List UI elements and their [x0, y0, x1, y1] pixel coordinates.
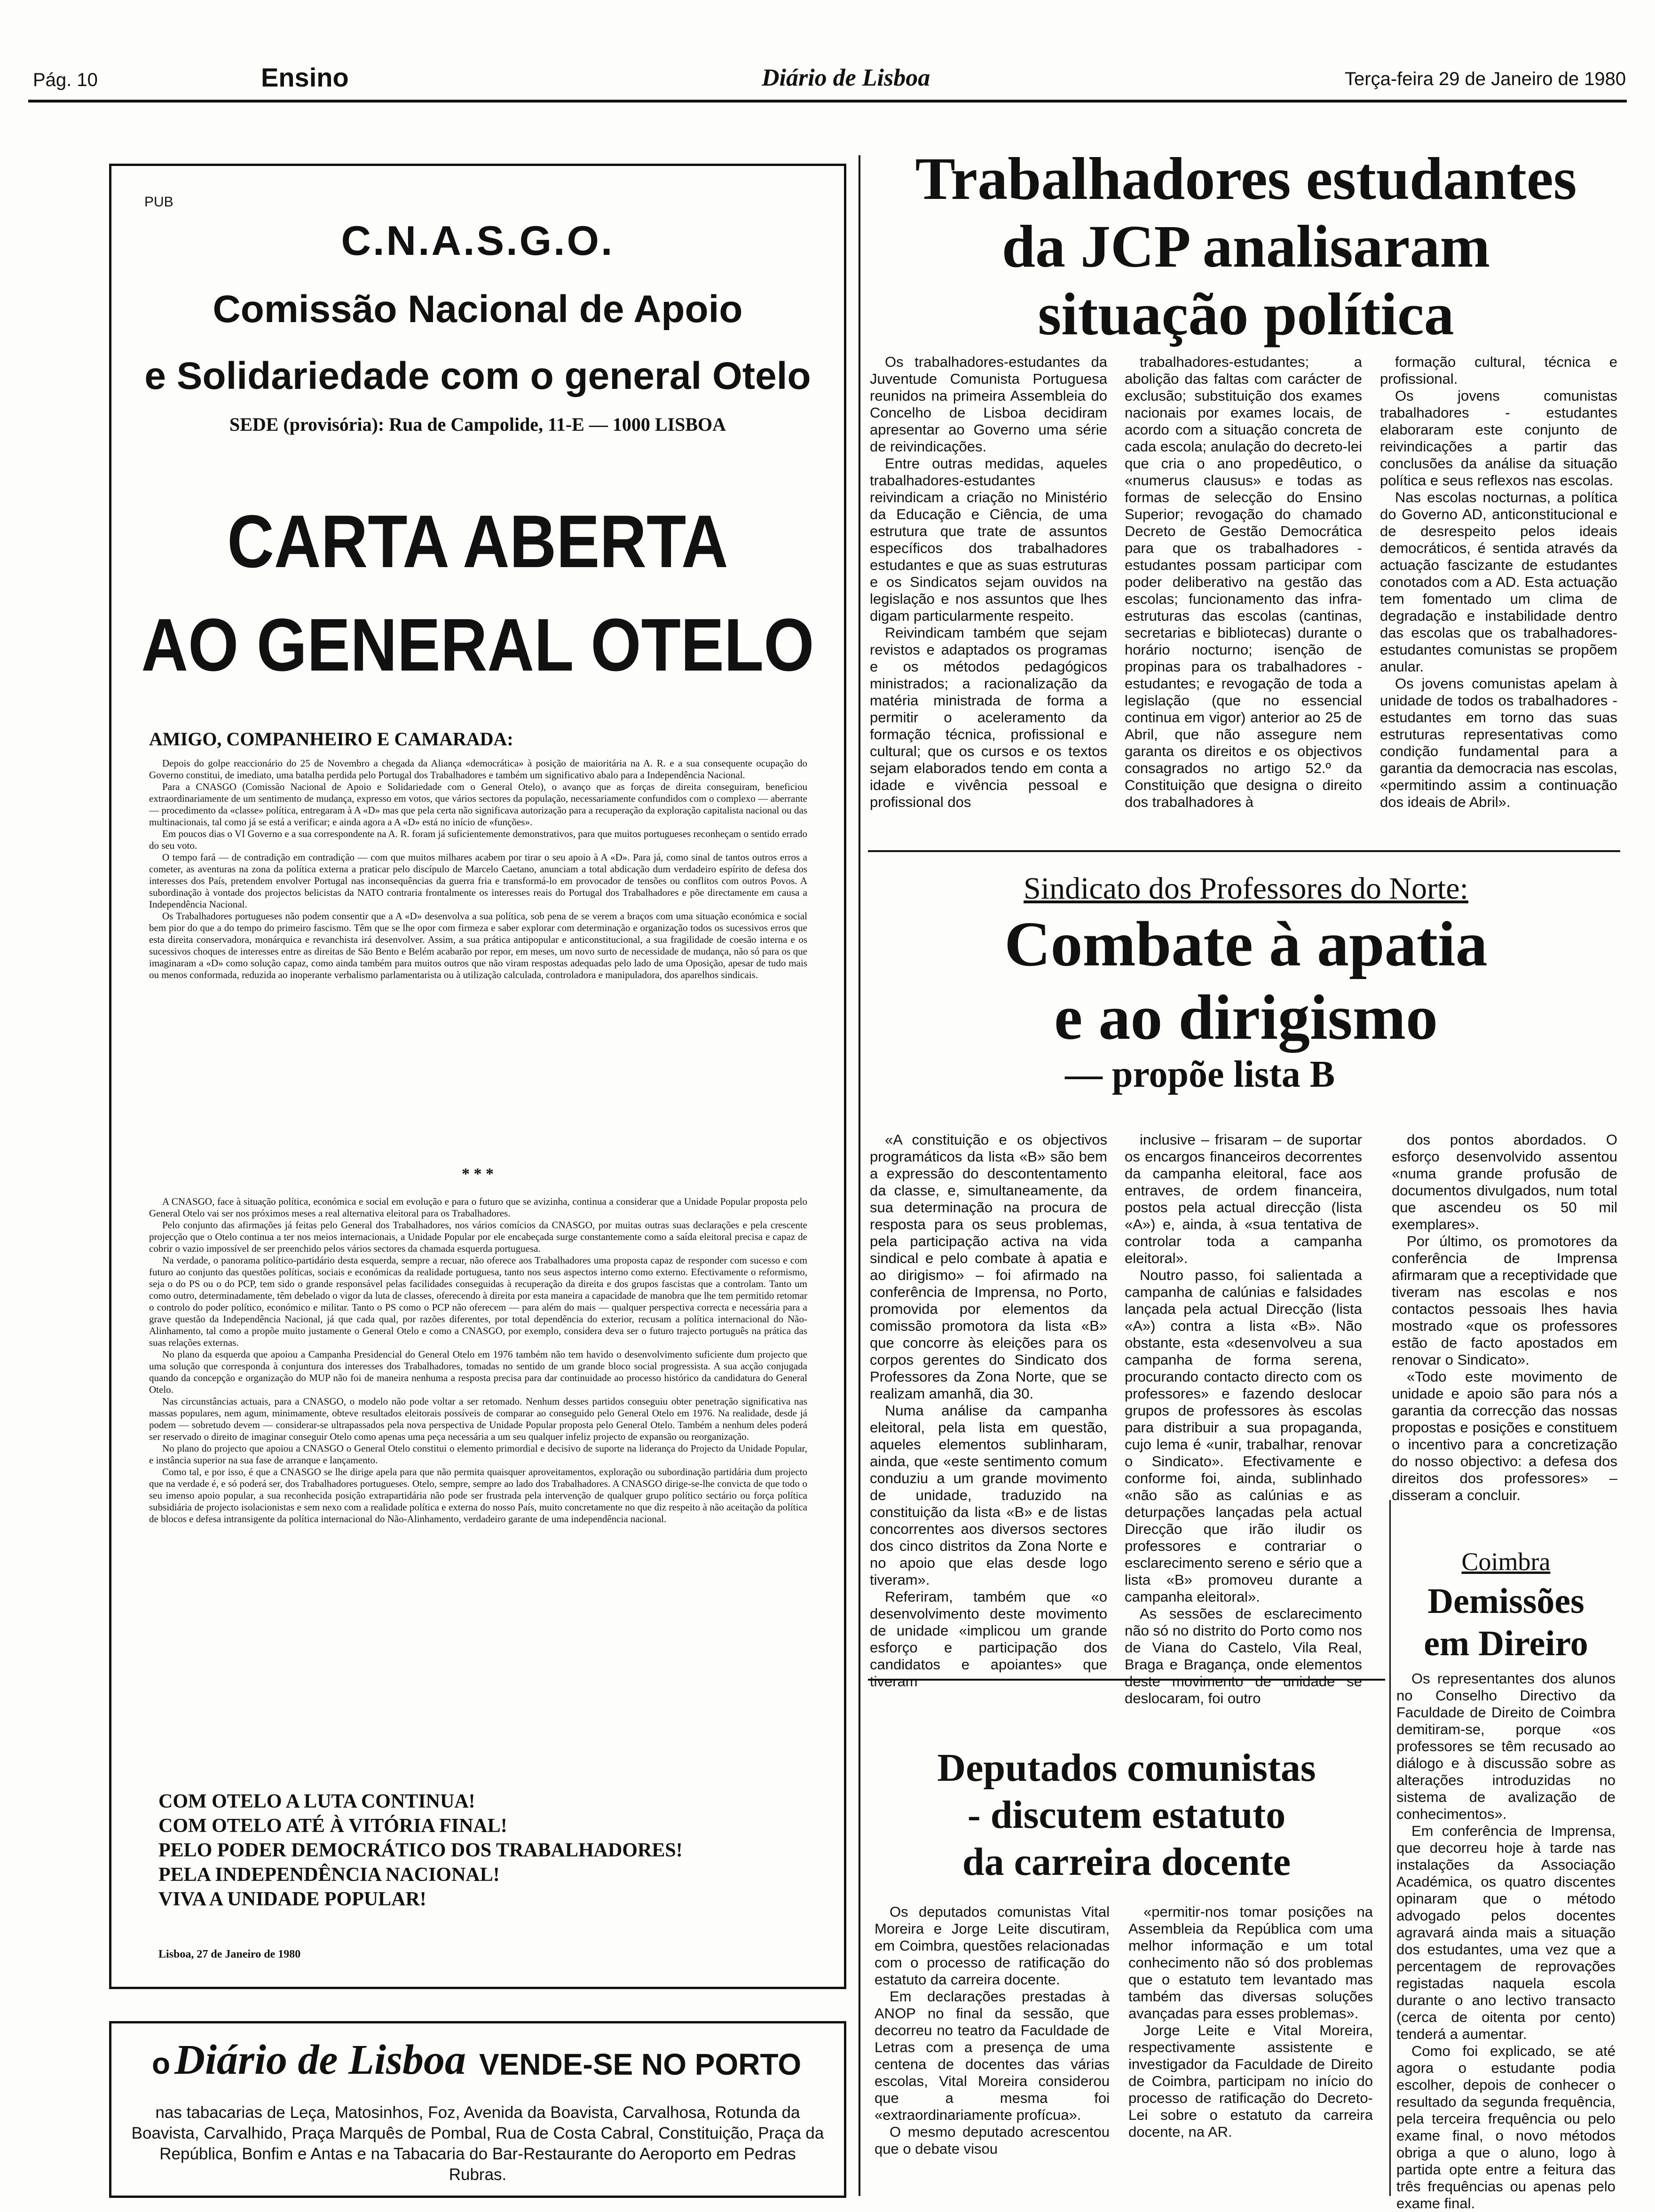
ad-paragraph: Como tal, e por isso, é que a CNASGO se lhe dirige apela para que não permita quaisquer aproveitamentos, exploração ou subordinação partidária dum projecto que na verdade é, e só poderá ser, dos Trabalhadores portugueses. Otelo, sempre, sempre ao lado dos Trabalhadores. A CNASGO dirige-se-lhe convicta de que todo o seu imenso apoio popular, a sua reconhecida posição extrapartidária não pode ser frustrada pela intervenção de qualquer grupo político sectário ou força política subsidiária de projecto isolacionistas e sem nexo com a realidade política e externa do nosso País, muito concretamente no que diz respeito à não aceitação da política de blocos e defesa intransigente da política internacional do Não-Alinhamento, verdadeiro garante de uma independência nacional. [149, 1466, 807, 1525]
ad-body-part2 [149, 1196, 807, 1525]
article-paragraph: «Todo este movimento de unidade e apoio são para nós a garantia da correcção das nossas propostas e posições e constituem o incentivo para a concretização do nosso objectivo: a defesa dos direitos dos professores» – disseram a concluir. [1392, 1368, 1617, 1503]
article-paragraph: Entre outras medidas, aqueles trabalhadores-estudantes reivindicam a criação no Ministério da Educação e Ciência, de uma estrutura que trate de assuntos específicos dos trabalhadores estudantes e que as suas estruturas e os Sindicatos sejam ouvidos na legislação e nos assuntos que lhes digam particularmente respeito. [870, 455, 1107, 624]
article1-column-3 [1380, 354, 1617, 811]
ad-title-line2: AO GENERAL OTELO [141, 603, 814, 687]
headline-line: Trabalhadores estudantes [915, 145, 1577, 212]
pub-label: PUB [144, 194, 173, 210]
ad-paragraph: Os Trabalhadores portugueses não podem consentir que a A «D» desenvolva a sua política, sob pena de se verem a braços com uma situação económica e social bem pior do que a do tempo do primeiro fascismo. Têm que se lhe opor com firmeza e saber explorar com determinação e organização todos os sucessivos erros que esta direita conservadora, monárquica e revanchista irá desenvolver. Assim, a sua prática antipopular e anticonstitucional, a sua fragilidade de coesão interna e os sucessivos choques de interesses entre as direitas de São Bento e Belém acabarão por repor, em meses, um novo surto de necessidade de mudança, não só para os que imaginaram a «D» como solução capaz, como ainda também para muitos outros que não viram respostas adequadas pelo lado de uma Oposição, apesar de tudo mais ou menos conformada, reduzida ao inoperante verbalismo parlamentarista ou à utilização calculada, controladora e manipuladora, dos aparelhos sindicais. [149, 910, 807, 980]
article-paragraph: «permitir-nos tomar posições na Assembleia da República com uma melhor informação e um total conhecimento não só dos problemas que o estatuto tem levantado mas também das diversas soluções avançadas para esses problemas». [1128, 1904, 1373, 2022]
article-paragraph: Os jovens comunistas trabalhadores - estudantes elaboraram este conjunto de reivindicações a partir das conclusões da análise da situação política e seus reflexos nas escolas. [1380, 387, 1617, 489]
footer-ad-text: nas tabacarias de Leça, Matosinhos, Foz, Avenida da Boavista, Carvalhosa, Rotunda da Boavista, Carvalhido, Praça Marquês de Pombal, Rua de Costa Cabral, Constituição, Praça da República, Bonfim e Antas e na Tabacaria do Bar-Restaurante do Aeroporto em Pedras Rubras. [131, 2103, 824, 2184]
ad-name-line1: Comissão Nacional de Apoio [213, 288, 743, 331]
headline-line: da carreira docente [962, 1840, 1291, 1884]
ad-paragraph: Depois do golpe reaccionário do 25 de Novembro a chegada da Aliança «democrática» à posição de maioritária na A. R. e a sua consequente ocupação do Governo constitui, de imediato, uma batalha perdida pelo Portugal dos Trabalhadores e também um significativo abalo para a Independência Nacional. [149, 758, 807, 781]
headline-line: situação política [1038, 281, 1454, 348]
footer-ad-headline: VENDE-SE NO PORTO [479, 2047, 802, 2081]
page-number: Pág. 10 [33, 70, 98, 90]
article-paragraph: O mesmo deputado acrescentou que o debate visou [875, 2124, 1110, 2157]
article-paragraph: Referiram, também que «o desenvolvimento deste movimento de unidade «implicou um grande esforço e participação dos candidatos e apoiantes» que tiveram [870, 1588, 1107, 1690]
article2-column-2 [1125, 1131, 1362, 1707]
article1-column-1 [870, 354, 1107, 811]
ad-org: C.N.A.S.G.O. [341, 217, 615, 264]
article2-subtitle: — propõe lista B [1065, 1054, 1335, 1095]
ad-paragraph: Para a CNASGO (Comissão Nacional de Apoio e Solidariedade com o General Otelo), o avanço que as forças de direita conseguiram, beneficiou extraordinariamente de um sentimento de mudança, expresso em votos, que vários sectores da população, necessariamente confundidos com o complexo — aberrante — procedimento da «classe» política, entregaram à A «D» mas que pela certa não significava autorização para a recuperação da exploração capitalista nacional ou das multinacionais, tal como já se está a verificar; e ainda agora a A «D» está no início de «funções». [149, 781, 807, 828]
article-paragraph: Noutro passo, foi salientada a campanha de calúnias e falsidades lançada pela actual Direcção (lista «A») contra a lista «B». Não obstante, esta «desenvolveu a sua campanha de forma serena, procurando contacto directo com os professores» e fazendo deslocar grupos de professores às escolas para distribuir a sua propaganda, cujo lema é «unir, trabalhar, renovar o Sindicato». Efectivamente e conforme foi, ainda, sublinhado «não são as calúnias e as deturpações lançadas pela actual Direcção que irão iludir os professores e contrariar o esclarecimento sereno e sério que a lista «B» promoveu durante a campanha eleitoral». [1125, 1267, 1362, 1605]
ad-slogan: VIVA A UNIDADE POPULAR! [158, 1888, 426, 1910]
ad-paragraph: Na verdade, o panorama político-partidário desta esquerda, sempre a recuar, não oferece aos Trabalhadores uma proposta capaz de responder com sucesso e com futuro ao conjunto das questões políticas, sociais e económicas da realidade portuguesa, tanto nos seus aspectos interno como externo. Efectivamente o reformismo, seja o do PS ou o do PCP, tem sido o grande responsável pelas facilidades conseguidas à recuperação da direita e dos grupos fascistas que a controlam. Tanto um como outro, determinadamente, têm debelado o vigor da luta de classes, oferecendo à direita por esta maneira a capacidade de manobra que lhe tem permitido retomar o controlo do poder político, económico e militar. Tanto o PS como o PCP não oferecem — para além do mais — qualquer perspectiva correcta e necessária para a grave questão da Independência Nacional, já que cada qual, por razões diferentes, por total dependência do exterior, recusam a política internacional do Não-Alinhamento, tal como a propõe muito justamente o General Otelo e como a CNASGO, por exemplo, considera deva ser o futuro trajecto português na prática das suas relações externas. [149, 1255, 807, 1348]
article-paragraph: dos pontos abordados. O esforço desenvolvido assentou «numa grande profusão de documentos divulgados, num total que ascendeu os 50 mil exemplares». [1392, 1131, 1617, 1232]
article-paragraph: As sessões de esclarecimento não só no distrito do Porto como nos de Viana do Castelo, Vila Real, Braga e Bragança, onde elementos deste movimento de unidade se deslocaram, foi outro [1125, 1605, 1362, 1706]
headline-line: em Direiro [1424, 1624, 1588, 1663]
headline-line: Deputados comunistas [937, 1746, 1316, 1790]
footer-ad-masthead: Diário de Lisboa [174, 2037, 466, 2083]
article2-column-1 [870, 1131, 1107, 1690]
article2-kicker: Sindicato dos Professores do Norte: [1024, 871, 1468, 906]
article-paragraph: Nas escolas nocturnas, a política do Governo AD, anticonstitucional e de desrespeito pelos ideais democráticos, é sentida através da actuação fascizante de estudantes conotados com a AD. Esta actuação tem fomentado um clima de degradação e instabilidade dentro das escolas que os trabalhadores-estudantes comunistas se propõem anular. [1380, 489, 1617, 675]
ad-slogan: COM OTELO A LUTA CONTINUA! [158, 1791, 475, 1812]
article-paragraph: inclusive – frisaram – de suportar os encargos financeiros decorrentes da campanha eleitoral, face aos entraves, de ordem financeira, postos pela actual direcção (lista «A») e, ainda, à «sua tentativa de controlar toda a campanha eleitoral». [1125, 1131, 1362, 1266]
article-paragraph: Em conferência de Imprensa, que decorreu hoje à tarde nas instalações da Associação Académica, os quatro discentes opinaram que o método advogado pelos docentes agravará ainda mais a situação dos estudantes, uma vez que a percentagem de reprovações registadas naquela escola durante o ano lectivo transacto (cerca de oitenta por cento) tenderá a aumentar. [1396, 1823, 1616, 2042]
article4-column [1396, 1670, 1616, 2212]
headline-line: Combate à apatia [1004, 909, 1488, 980]
ad-paragraph: Pelo conjunto das afirmações já feitas pelo General dos Trabalhadores, nos vários comícios da CNASGO, por muitas outras suas declarações e pela crescente projecção que o Otelo continua a ter nos meios internacionais, a Unidade Popular por ele encabeçada surge constantemente como a saída eleitoral precisa e capaz de cobrir o vazio impossível de ser preenchido pelos vários sectores da chamada esquerda portuguesa. [149, 1219, 807, 1254]
headline-line: e ao dirigismo [1054, 982, 1438, 1053]
masthead: Diário de Lisboa [762, 64, 930, 91]
issue-date: Terça-feira 29 de Janeiro de 1980 [1345, 69, 1626, 89]
ad-place-date: Lisboa, 27 de Janeiro de 1980 [158, 1948, 301, 1960]
ad-slogans [158, 1789, 683, 1912]
ad-slogan: PELO PODER DEMOCRÁTICO DOS TRABALHADORES! [158, 1840, 683, 1861]
article-paragraph: Por último, os promotores da conferência de Imprensa afirmaram que a receptividade que tiveram nas escolas e nos contactos pessoais lhes havia mostrado «que os professores estão de facto apostados em renovar o Sindicato». [1392, 1233, 1617, 1368]
ad-paragraph: O tempo fará — de contradição em contradição — com que muitos milhares acabem por tirar o seu apoio à A «D». Para já, como sinal de tantos outros erros a cometer, as aventuras na zona da política externa a praticar pelo discípulo de Marcelo Caetano, anunciam a total abdicação dum verdadeiro espírito de defesa dos interesses dos País, pretendem envolver Portugal nas inconsequências da guerra fria e transformá-lo em provocador de tensões ou conflitos com outros Povos. A subordinação à vontade dos projectos belicistas da NATO contraria frontalmente os interesses reais do Portugal dos Trabalhadores e põe directamente em causa a Independência Nacional. [149, 852, 807, 910]
article-paragraph: Como foi explicado, se até agora o estudante podia escolher, depois de conhecer o resultado da segunda frequência, pela terceira frequência ou pelo exame final, o novo métodos obriga a que o aluno, logo à partida opte entre a feitura das três frequências ou apenas pelo exame final. [1396, 2043, 1616, 2212]
headline-line: - discutem estatuto [967, 1793, 1286, 1837]
article1-column-2 [1125, 354, 1362, 811]
article-paragraph: formação cultural, técnica e profissional. [1380, 354, 1617, 387]
article3-headline [868, 1745, 1385, 1886]
header-rule [28, 100, 1627, 103]
headline-line: Demissões [1427, 1581, 1584, 1621]
article2-column-3 [1392, 1131, 1617, 1504]
article-paragraph: Os deputados comunistas Vital Moreira e Jorge Leite discutiram, em Coimbra, questões relacionadas com o processo de ratificação do estatuto da carreira docente. [875, 1904, 1110, 1988]
advertisement-box [109, 164, 846, 1989]
article-paragraph: Numa análise da campanha eleitoral, pela lista em questão, aqueles elementos sublinharam, ainda, que «este sentimento comum conduziu a um grande movimento de unidade, traduzido na constituição da lista «B» e de listas concorrentes aos diversos sectores dos cinco distritos da Zona Norte e no apoio que elas desde logo tiveram». [870, 1402, 1107, 1588]
article2-headline [865, 908, 1627, 1054]
column-rule [859, 155, 860, 2196]
section-name: Ensino [261, 63, 349, 92]
footer-ad-prefix: o [152, 2046, 171, 2080]
ad-sede: SEDE (provisória): Rua de Campolide, 11-E — 1000 LISBOA [229, 414, 726, 435]
headline-line: da JCP analisaram [1001, 213, 1490, 280]
ad-name-line2: e Solidariedade com o general Otelo [144, 355, 811, 397]
article-paragraph: trabalhadores-estudantes; a abolição das faltas com carácter de exclusão; substituição dos exames nacionais por exames locais, de acordo com a situação concreta de cada escola; anulação do decreto-lei que cria o ano propedêutico, o «numerus clausus» e todas as formas de selecção do Ensino Superior; revogação do chamado Decreto de Gestão Democrática para que os trabalhadores - estudantes possam participar com poder deliberativo na gestão das escolas; funcionamento das infra-estruturas das escolas (cantinas, secretarias e bibliotecas) durante o horário nocturno; isenção de propinas para os trabalhadores - estudantes; e revogação de toda a legislação (que no essencial continua em vigor) anterior ao 25 de Abril, que não assegure nem garanta os direitos e os objectivos consagrados no artigo 52.º da Constituição que designa o direito dos trabalhadores à [1125, 354, 1362, 810]
ad-title-line1: CARTA ABERTA [227, 500, 728, 584]
article-paragraph: Os jovens comunistas apelam à unidade de todos os trabalhadores - estudantes em torno das suas estruturas representativas como condição fundamental para a garantia da democracia nas escolas, «permitindo assim a continuação dos ideais de Abril». [1380, 675, 1617, 810]
article1-headline [865, 145, 1627, 348]
article-paragraph: Os trabalhadores-estudantes da Juventude Comunista Portuguesa reunidos na primeira Assembleia do Concelho de Lisboa decidiram apresentar ao Governo uma série de reivindicações. [870, 354, 1107, 455]
article3-column-1 [875, 1904, 1110, 2157]
ad-paragraph: A CNASGO, face à situação política, económica e social em evolução e para o futuro que se avizinha, continua a considerar que a Unidade Popular proposta pelo General Otelo vai ser nos próximos meses a real alternativa eleitoral para os Trabalhadores. [149, 1196, 807, 1219]
section-rule [868, 850, 1620, 852]
article-paragraph: Reivindicam também que sejam revistos e adaptados os programas e os métodos pedagógicos ministrados; a racionalização da matéria ministrada de forma a permitir o aceleramento da formação técnica, profissional e cultural; que os cursos e os textos sejam elaborados tendo em conta a idade e vivência pessoal e profissional dos [870, 624, 1107, 810]
ad-paragraph: Em poucos dias o VI Governo e a sua correspondente na A. R. foram já suficientemente demonstrativos, para que muitos portugueses reconheçam o sentido errado do seu voto. [149, 828, 807, 851]
article4-kicker: Coimbra [1461, 1548, 1551, 1576]
ad-paragraph: No plano do projecto que apoiou a CNASGO o General Otelo constitui o elemento primordial e decisivo de suporte na liderança do Projecto da Unidade Popular, e instância superior na sua fase de arranque e lançamento. [149, 1443, 807, 1466]
article-paragraph: Jorge Leite e Vital Moreira, respectivamente assistente e investigador da Faculdade de Direito de Coimbra, participam no início do processo de ratificação do Decreto-Lei sobre o estatuto da carreira docente, na AR. [1128, 2022, 1373, 2140]
article-paragraph: «A constituição e os objectivos programáticos da lista «B» são bem a expressão do descontentamento da classe, e, simultaneamente, da sua determinação na procura de resposta para os seus problemas, pela participação activa na vida sindical e pelo combate à apatia e ao dirigismo» – foi afirmado na conferência de Imprensa, no Porto, promovida por elementos da comissão promotora da lista «B» que concorre às eleições para os corpos gerentes do Sindicato dos Professores da Zona Norte, que se realizam amanhã, dia 30. [870, 1131, 1107, 1402]
ad-slogan: COM OTELO ATÉ À VITÓRIA FINAL! [158, 1815, 507, 1837]
column-rule [1389, 1500, 1391, 2196]
ad-stars: * * * [462, 1165, 494, 1183]
article3-column-2 [1128, 1904, 1373, 2141]
article-paragraph: Em declarações prestadas à ANOP no final da sessão, que decorreu no teatro da Faculdade de Letras com a presença de uma centena de docentes das várias escolas, Vital Moreira considerou que a mesma foi «extraordinariamente profícua». [875, 1988, 1110, 2123]
ad-greeting: AMIGO, COMPANHEIRO E CAMARADA: [149, 728, 513, 750]
ad-slogan: PELA INDEPENDÊNCIA NACIONAL! [158, 1864, 500, 1886]
article-paragraph: Os representantes dos alunos no Conselho Directivo da Faculdade de Direito de Coimbra demitiram-se, porque «os professores se têm recusado ao diálogo e à discussão sobre as alterações introduzidas no sistema de avalização de conhecimentos». [1396, 1670, 1616, 1822]
footer-advertisement [109, 2021, 846, 2198]
ad-body-part1 [149, 758, 807, 981]
ad-paragraph: No plano da esquerda que apoiou a Campanha Presidencial do General Otelo em 1976 também não tem havido o desenvolvimento suficiente dum projecto que uma solução que corresponda à conjuntura dos interesses dos Trabalhadores, tomadas no sentido de um grande bloco social progressista. A sua acção conjugada quando da concepção e organização do MUP não foi de maneira nenhuma a resposta precisa para dar continuidade ao processo histórico da candidatura do General Otelo. [149, 1349, 807, 1395]
article4-headline [1395, 1580, 1616, 1665]
ad-paragraph: Nas circunstâncias actuais, para a CNASGO, o modelo não pode voltar a ser retomado. Nenhum desses partidos conseguiu obter penetração significativa nas massas populares, nem agum, minimamente, obteve resultados eleitorais possíveis de comparar ao conseguido pelo General Otelo em 1976. Na realidade, desde já podem — sobretudo devem — considerar-se ultrapassados pela nova perspectiva de Unidade Popular proposta pelo General Otelo. Também a nenhum deles poderá ser reservado o direito de imaginar conseguir Otelo como apenas uma peça necessária a um seu qualquer infeliz projecto de expansão ou reorganização. [149, 1396, 807, 1442]
